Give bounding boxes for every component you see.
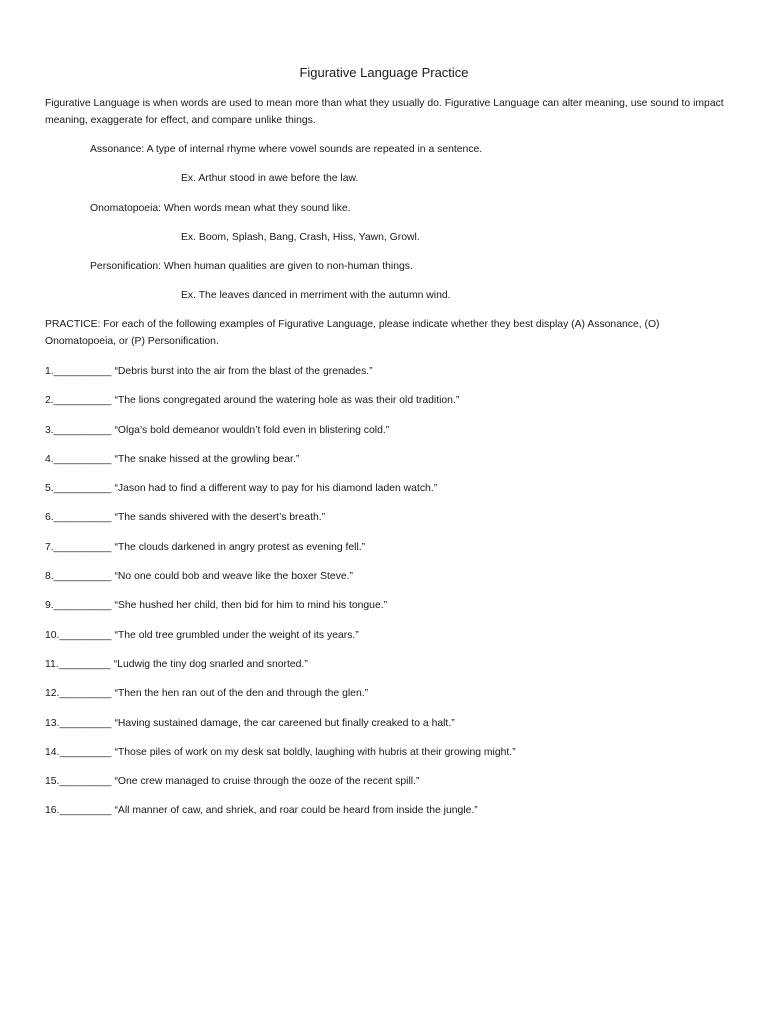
item-number: 16. [45,805,60,817]
term-personification-definition: Personification: When human qualities are given to non-human things. [90,261,413,272]
answer-blank: _________ [59,746,112,758]
item-text: “The clouds darkened in angry protest as evening fell.” [114,541,366,553]
practice-item [45,452,725,481]
practice-item [45,716,725,745]
intro-paragraph: Figurative Language is when words are used to mean more than what they usually do. Figurative Language can alter meaning, use sound to impact meaning, exaggerate for effect, and compare unlike things. [45,98,724,126]
item-text: “All manner of caw, and shriek, and roar could be heard from inside the jungle.” [114,805,478,817]
practice-item [45,745,725,774]
item-text: “Ludwig the tiny dog snarled and snorted.” [113,658,308,670]
answer-blank: __________ [53,600,112,612]
item-text: “No one could bob and weave like the boxer Steve.” [114,571,354,583]
answer-blank: _________ [59,776,112,788]
item-text: “Then the hen ran out of the den and through the glen.” [114,688,369,700]
item-number: 8. [45,571,54,583]
practice-item [45,657,725,686]
item-text: “The snake hissed at the growling bear.” [114,453,300,465]
page-title: Figurative Language Practice [299,65,469,80]
practice-item [45,774,725,803]
practice-item [45,569,725,598]
practice-items-list [45,364,725,833]
item-text: “Jason had to find a different way to pay for his diamond laden watch.” [114,483,438,495]
answer-blank: __________ [53,366,112,377]
item-number: 13. [45,717,60,729]
item-number: 11. [45,658,59,670]
answer-blank: __________ [53,541,112,553]
item-number: 7. [45,541,54,553]
item-text: “Olga’s bold demeanor wouldn’t fold even in blistering cold.” [114,424,390,436]
item-text: “The old tree grumbled under the weight of its years.” [114,629,359,641]
practice-item [45,393,725,422]
answer-blank: _________ [58,658,111,670]
answer-blank: _________ [59,805,112,817]
answer-blank: __________ [53,424,112,436]
item-number: 6. [45,512,54,524]
practice-item [45,803,725,832]
practice-item [45,364,725,393]
term-onomatopoeia-example: Ex. Boom, Splash, Bang, Crash, Hiss, Yawn, Growl. [181,232,420,243]
practice-item [45,481,725,510]
answer-blank: __________ [53,483,112,495]
answer-blank: __________ [53,571,112,583]
item-number: 4. [45,453,54,465]
item-number: 9. [45,600,54,612]
item-number: 12. [45,688,60,700]
answer-blank: __________ [53,395,112,407]
practice-item [45,540,725,569]
answer-blank: __________ [53,512,112,524]
practice-instructions: PRACTICE: For each of the following examples of Figurative Language, please indicate whether they best display (A) Assonance, (O) Onomatopoeia, or (P) Personification. [45,319,660,347]
term-assonance-definition: Assonance: A type of internal rhyme where vowel sounds are repeated in a sentence. [90,144,483,155]
answer-blank: __________ [53,453,112,465]
item-number: 15. [45,776,60,788]
term-assonance-example: Ex. Arthur stood in awe before the law. [181,173,359,184]
practice-item [45,628,725,657]
item-text: “The sands shivered with the desert’s breath.” [114,512,326,524]
item-text: “One crew managed to cruise through the ooze of the recent spill.” [114,776,420,788]
item-text: “The lions congregated around the watering hole as was their old tradition.” [114,395,460,407]
item-text: “Those piles of work on my desk sat boldly, laughing with hubris at their growing might.” [114,746,516,758]
practice-item [45,598,725,627]
answer-blank: _________ [59,717,112,729]
term-personification-example: Ex. The leaves danced in merriment with the autumn wind. [181,290,451,301]
term-onomatopoeia-definition: Onomatopoeia: When words mean what they sound like. [90,203,351,214]
item-text: “She hushed her child, then bid for him to mind his tongue.” [114,600,388,612]
answer-blank: _________ [59,629,112,641]
item-text: “Having sustained damage, the car careened but finally creaked to a halt.” [114,717,455,729]
practice-item [45,510,725,539]
practice-item [45,423,725,452]
item-number: 10. [45,629,60,641]
item-number: 2. [45,395,54,407]
practice-item [45,686,725,715]
item-number: 5. [45,483,54,495]
item-number: 3. [45,424,54,436]
item-number: 14. [45,746,60,758]
answer-blank: _________ [59,688,112,700]
item-number: 1. [45,366,54,377]
item-text: “Debris burst into the air from the blast of the grenades.” [114,366,373,377]
